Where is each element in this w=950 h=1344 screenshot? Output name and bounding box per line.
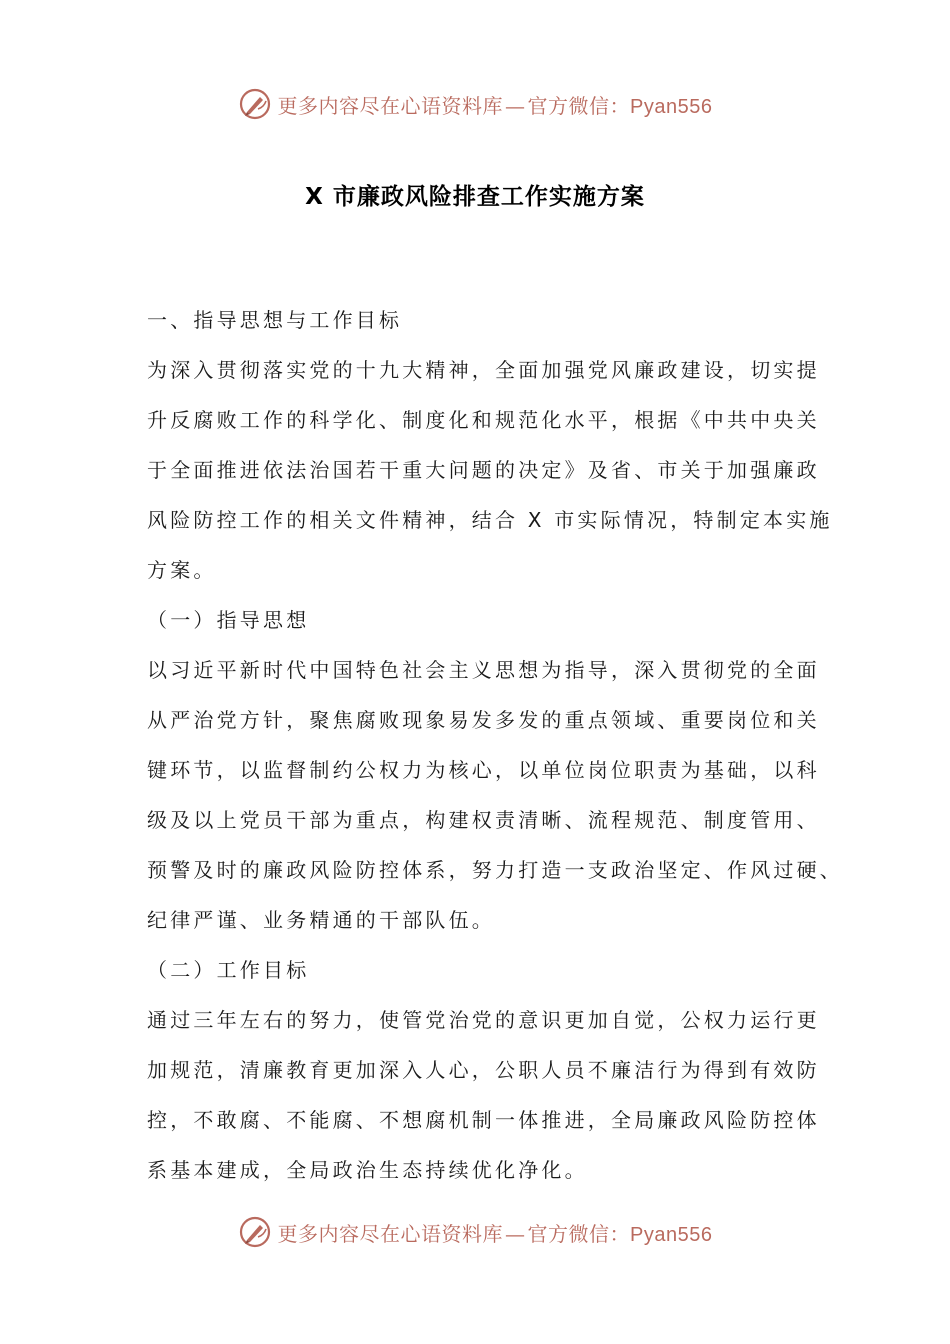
paragraph-line: 级及以上党员干部为重点，构建权责清晰、流程规范、制度管用、 — [147, 808, 820, 832]
paragraph-line: 纪律严谨、业务精通的干部队伍。 — [147, 908, 495, 932]
watermark-brand: 更多内容尽在心语资料库 — [277, 1221, 504, 1246]
paragraph-line: 控，不敢腐、不能腐、不想腐机制一体推进，全局廉政风险防控体 — [147, 1108, 820, 1132]
paragraph-line: 键环节，以监督制约公权力为核心，以单位岗位职责为基础，以科 — [147, 758, 820, 782]
paragraph-line: 预警及时的廉政风险防控体系，努力打造一支政治坚定、作风过硬、 — [147, 858, 843, 882]
document-title: X 市廉政风险排查工作实施方案 — [305, 184, 645, 210]
paragraph-line: 加规范，清廉教育更加深入人心，公职人员不廉洁行为得到有效防 — [147, 1058, 820, 1082]
watermark-wechat-id: Pyan556 — [630, 95, 713, 118]
paragraph-line: 于全面推进依法治国若干重大问题的决定》及省、市关于加强廉政 — [147, 458, 820, 482]
paragraph-line: 为深入贯彻落实党的十九大精神，全面加强党风廉政建设，切实提 — [147, 358, 820, 382]
watermark-wechat-label: 官方微信： — [527, 93, 631, 118]
paragraph-line: 风险防控工作的相关文件精神，结合 X 市实际情况，特制定本实施 — [147, 508, 833, 532]
header-watermark — [0, 84, 950, 124]
paragraph-line: 方案。 — [147, 558, 217, 582]
pen-logo-icon — [238, 1215, 272, 1249]
footer-watermark — [0, 1212, 950, 1252]
paragraph-line: 系基本建成，全局政治生态持续优化净化。 — [147, 1158, 588, 1182]
paragraph-line: 通过三年左右的努力，使管党治党的意识更加自觉，公权力运行更 — [147, 1008, 820, 1032]
watermark-separator: — — [505, 93, 526, 118]
paragraph-line: 以习近平新时代中国特色社会主义思想为指导，深入贯彻党的全面 — [147, 658, 820, 682]
watermark-wechat-label: 官方微信： — [527, 1221, 631, 1246]
watermark-separator: — — [505, 1221, 526, 1246]
section-heading: 一、指导思想与工作目标 — [147, 308, 403, 332]
watermark-text — [278, 90, 713, 119]
paragraph-line: 从严治党方针，聚焦腐败现象易发多发的重点领域、重要岗位和关 — [147, 708, 820, 732]
subsection-heading: （一）指导思想 — [147, 608, 310, 632]
document-body — [147, 300, 843, 1200]
paragraph-line: 升反腐败工作的科学化、制度化和规范化水平，根据《中共中央关 — [147, 408, 820, 432]
watermark-brand: 更多内容尽在心语资料库 — [277, 93, 504, 118]
subsection-heading: （二）工作目标 — [147, 958, 310, 982]
watermark-text — [278, 1218, 713, 1247]
pen-logo-icon — [238, 87, 272, 121]
watermark-wechat-id: Pyan556 — [630, 1223, 713, 1246]
